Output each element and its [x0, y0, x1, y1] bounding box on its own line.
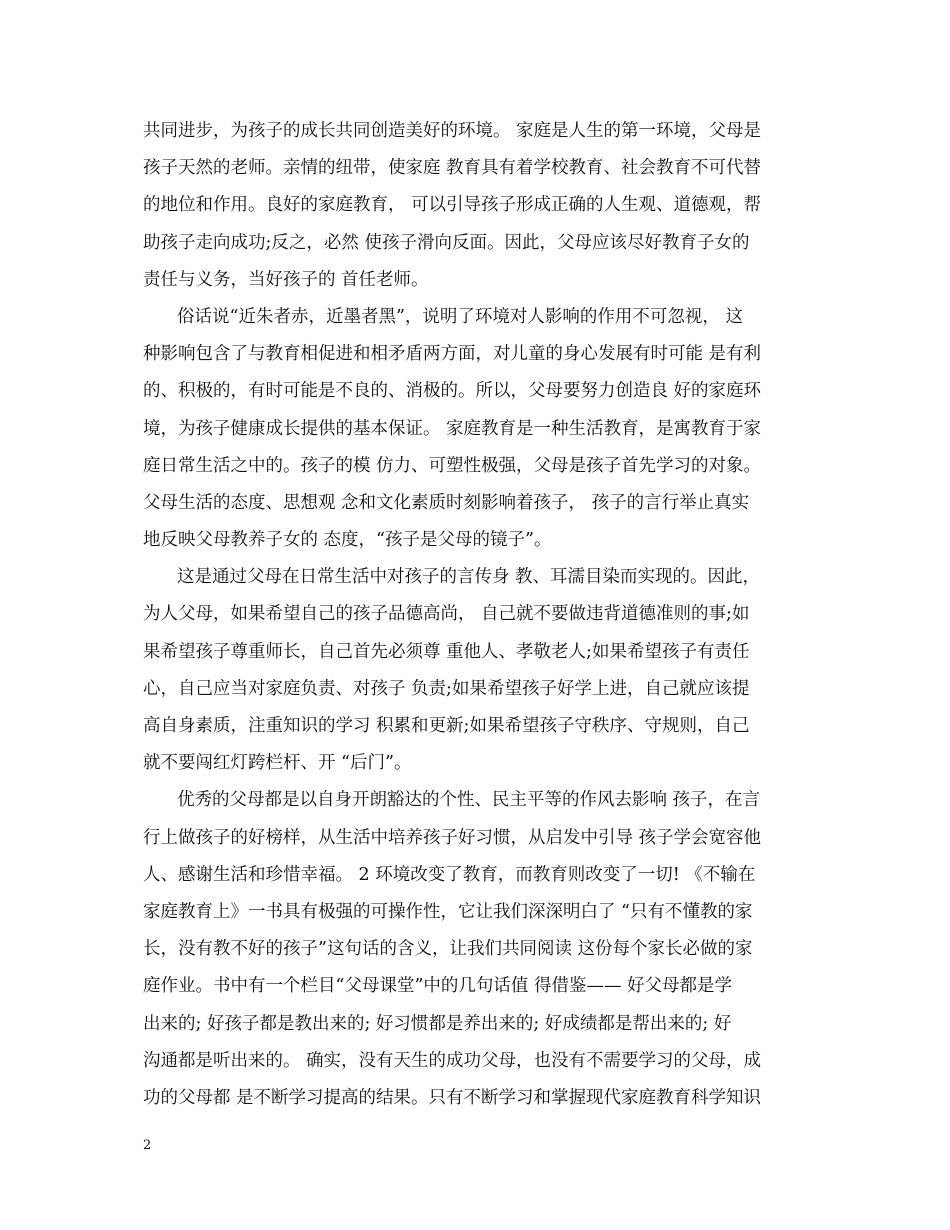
- text-line: 人、感谢生活和珍惜幸福。 2 环境改变了教育，而教育则改变了一切! 《不输在: [143, 864, 756, 885]
- text-line: 的、积极的，有时可能是不良的、消极的。所以，父母要努力创造良 好的家庭环: [143, 381, 762, 402]
- page-number: 2: [143, 1138, 152, 1153]
- text-line: 出来的; 好孩子都是教出来的; 好习惯都是养出来的; 好成绩都是帮出来的; 好: [143, 1013, 732, 1034]
- text-line: 的地位和作用。良好的家庭教育， 可以引导孩子形成正确的人生观、道德观，帮: [143, 195, 762, 216]
- text-line: 心，自己应当对家庭负责、对孩子 负责;如果希望孩子好学上进，自己就应该提: [143, 678, 750, 699]
- body-text: [143, 113, 811, 1117]
- text-line: 助孩子走向成功;反之，必然 使孩子滑向反面。因此，父母应该尽好教育子女的: [143, 232, 750, 253]
- text-line: 果希望孩子尊重师长，自己首先必须尊 重他人、孝敬老人;如果希望孩子有责任: [143, 641, 750, 662]
- text-line: 这是通过父母在日常生活中对孩子的言传身 教、耳濡目染而实现的。因此，: [177, 567, 761, 588]
- text-line: 孩子天然的老师。亲情的纽带，使家庭 教育具有着学校教育、社会教育不可代替: [143, 158, 762, 179]
- text-line: 沟通都是听出来的。 确实，没有天生的成功父母，也没有不需要学习的父母，成: [143, 1050, 762, 1071]
- text-line: 责任与义务，当好孩子的 首任老师。: [143, 269, 429, 290]
- text-line: 俗话说“近朱者赤，近墨者黑”，说明了环境对人影响的作用不可忽视， 这: [177, 306, 743, 327]
- text-line: 地反映父母教养子女的 态度，“孩子是父母的镜子”。: [143, 530, 552, 551]
- text-line: 庭日常生活之中的。孩子的模 仿力、可塑性极强，父母是孩子首先学习的对象。: [143, 455, 762, 476]
- text-line: 为人父母，如果希望自己的孩子品德高尚， 自己就不要做违背道德准则的事;如: [143, 604, 750, 625]
- text-line: 长，没有教不好的孩子”这句话的含义，让我们共同阅读 这份每个家长必做的家: [143, 939, 753, 960]
- text-line: 种影响包含了与教育相促进和相矛盾两方面，对儿童的身心发展有时可能 是有利: [143, 344, 762, 365]
- text-line: 境，为孩子健康成长提供的基本保证。 家庭教育是一种生活教育，是寓教育于家: [143, 418, 762, 439]
- text-line: 共同进步，为孩子的成长共同创造美好的环境。 家庭是人生的第一环境，父母是: [143, 121, 762, 141]
- text-line: 高自身素质，注重知识的学习 积累和更新;如果希望孩子守秩序、守规则，自己: [143, 716, 750, 736]
- text-line: 家庭教育上》一书具有极强的可操作性，它让我们深深明白了 “只有不懂教的家: [143, 901, 753, 922]
- text-line: 父母生活的态度、思想观 念和文化素质时刻影响着孩子， 孩子的言行举止真实: [143, 492, 750, 513]
- text-line: 就不要闯红灯跨栏杆、开 “后门”。: [143, 753, 412, 774]
- text-line: 优秀的父母都是以自身开朗豁达的个性、民主平等的作风去影响 孩子，在言: [177, 790, 761, 811]
- text-line: 功的父母都 是不断学习提高的结果。只有不断学习和掌握现代家庭教育科学知识: [143, 1087, 762, 1108]
- text-line: 行上做孩子的好榜样，从生活中培养孩子好习惯，从启发中引导 孩子学会宽容他: [143, 827, 762, 848]
- text-line: 庭作业。书中有一个栏目“父母课堂”中的几句话值 得借鉴—— 好父母都是学: [143, 976, 733, 997]
